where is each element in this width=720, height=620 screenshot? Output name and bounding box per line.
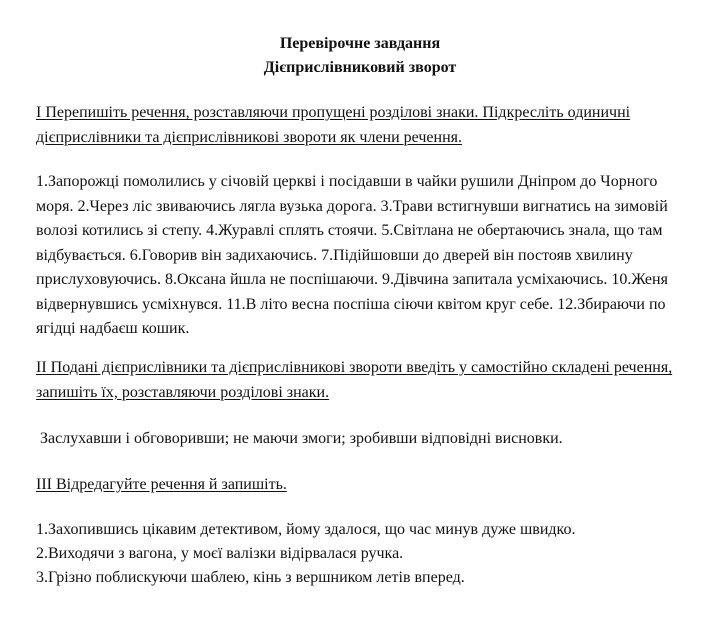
task-1-heading: І Перепишіть речення, розставляючи пропущені розділові знаки. Підкресліть одиничні дієприслівники та дієприслівникові звороти як члени речення. [36, 104, 631, 146]
task-1-text: 1.Запорожці помолились у січовій церкві і посідавши в чайки рушили Дніпром до Чорного моря. 2.Через ліс звиваючись лягла вузька дорога. 3.Трави встигнувши вигнатись на зимовій волозі котились зі степу. 4.Журавлі сплять стоячи. 5.Світлана не обертаючись знала, що там відбувається. 6.Говорив він задихаючись. 7.Підійшовши до дверей він постояв хвилину прислуховуючись. 8.Оксана йшла не поспішаючи. 9.Дівчина запитала усміхаючись. 10.Женя відвернувшись усміхнувся. 11.В літо весна поспіша сіючи квітом круг себе. 12.Збираючи по ягідці надбаєш кошик. [36, 173, 668, 337]
task-3-sentence: 3.Грізно поблискуючи шаблею, кінь з вершником летів вперед. [36, 569, 465, 586]
task-3-sentence: 1.Захопившись цікавим детективом, йому здалося, що час минув дуже швидко. [36, 521, 576, 538]
document-subtitle: Дієприслівниковий зворот [263, 59, 457, 76]
task-2-phrases: Заслухавши і обговоривши; не маючи змоги; зробивши відповідні висновки. [40, 430, 563, 447]
task-3-heading: ІІІ Відредагуйте речення й запишіть. [36, 476, 287, 493]
task-3-sentence: 2.Виходячи з вагона, у моєї валізки відірвалася ручка. [36, 545, 404, 562]
document-title: Перевірочне завдання [279, 35, 441, 52]
task-2-heading: ІІ Подані дієприслівники та дієприслівникові звороти введіть у самостійно складені речення, запишіть їх, розставляючи розділові знаки. [36, 359, 673, 401]
